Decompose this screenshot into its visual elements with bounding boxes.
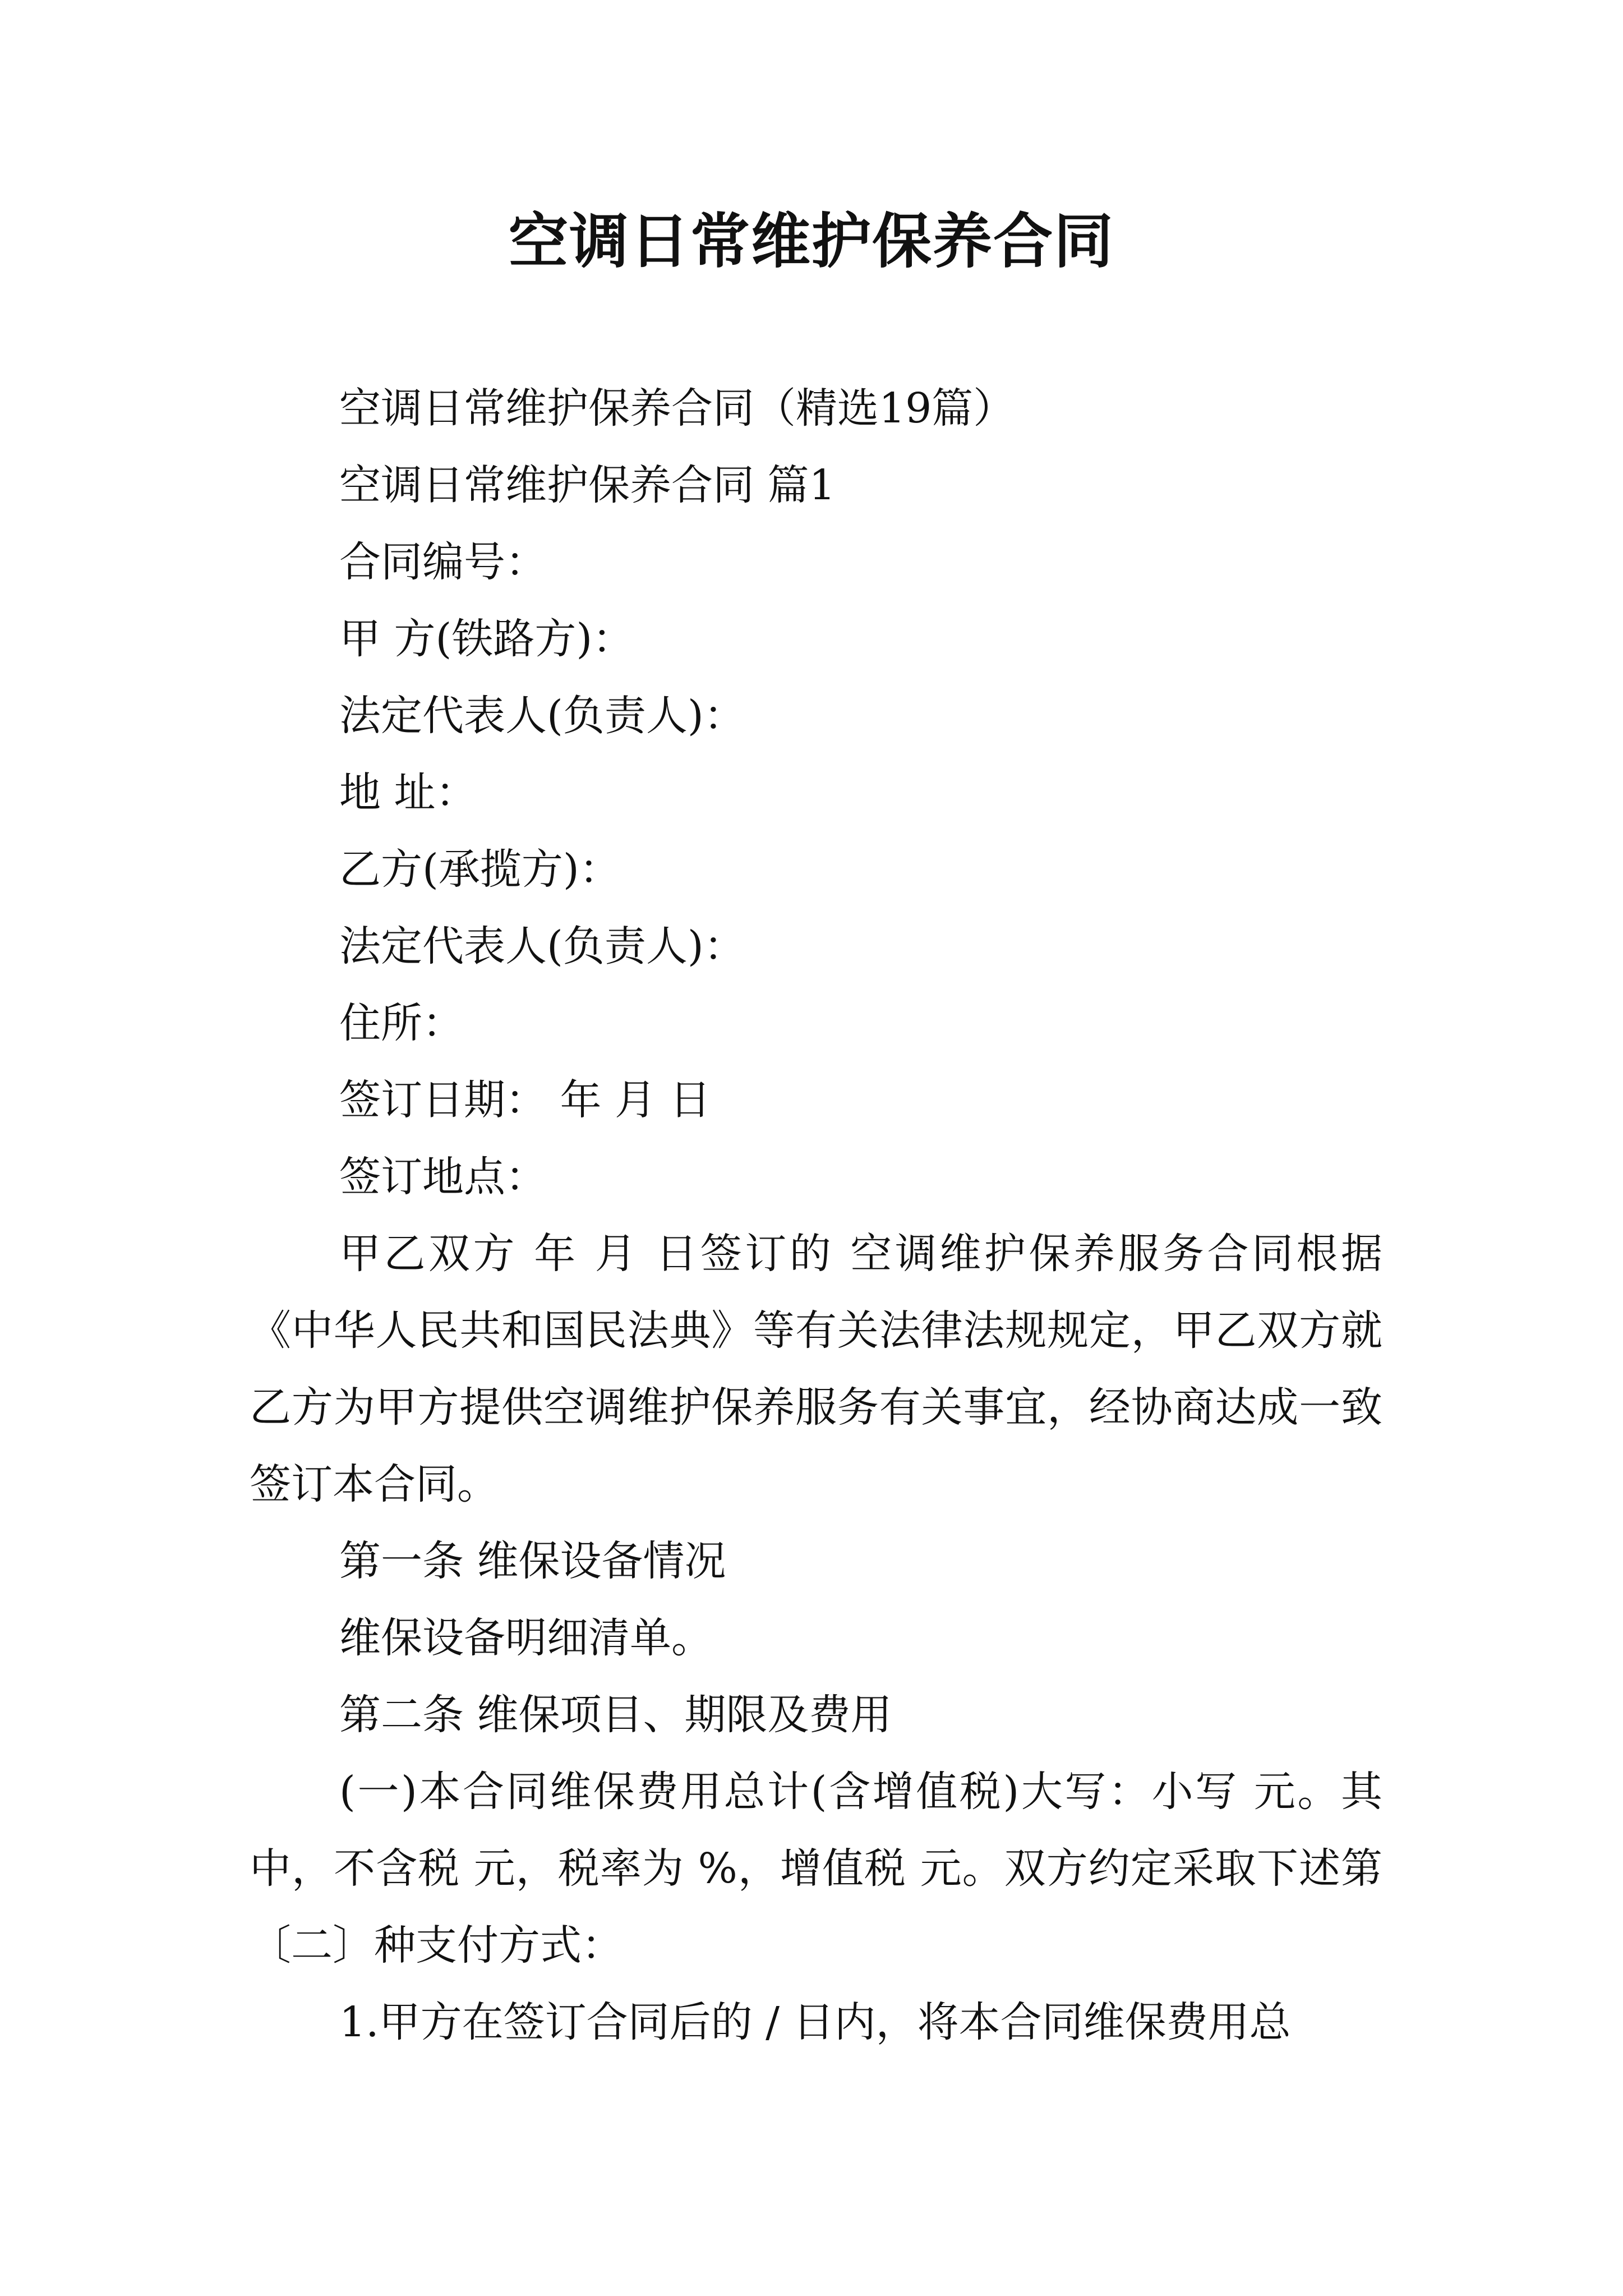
paragraph-subtitle: 空调日常维护保养合同（精选19篇） bbox=[339, 384, 1015, 432]
paragraph-signing-date: 签订日期： 年 月 日 bbox=[339, 1076, 711, 1124]
document-title: 空调日常维护保养合同 bbox=[509, 206, 1114, 276]
paragraph-residence: 住所： bbox=[339, 999, 464, 1047]
paragraph-signing-place: 签订地点： bbox=[339, 1153, 547, 1201]
paragraph-article-1-heading: 第一条 维保设备情况 bbox=[339, 1537, 726, 1585]
paragraph-article-1-body: 维保设备明细清单。 bbox=[339, 1614, 713, 1662]
paragraph-article-2-heading: 第二条 维保项目、期限及费用 bbox=[339, 1691, 892, 1739]
paragraph-preamble: 甲乙双方 年 月 日签订的 空调维护保养服务合同根据《中华人民共和国民法典》等有关法律法规规定，甲乙双方就乙方为甲方提供空调维护保养服务有关事宜，经协商达成一致签订本合同。 bbox=[250, 1230, 1382, 1508]
paragraph-contract-number: 合同编号： bbox=[339, 538, 547, 586]
paragraph-section-heading: 空调日常维护保养合同 篇1 bbox=[339, 461, 836, 509]
paragraph-article-2-fees: (一)本合同维保费用总计(含增值税)大写：小写 元。其中，不含税 元，税率为 %，增值税 元。双方约定采取下述第〔二〕种支付方式： bbox=[250, 1768, 1382, 1970]
paragraph-party-a-representative: 法定代表人(负责人)： bbox=[339, 692, 745, 740]
paragraph-address: 地 址： bbox=[339, 769, 477, 817]
paragraph-party-a: 甲 方(铁路方)： bbox=[339, 615, 634, 663]
document-body bbox=[250, 370, 1382, 2061]
paragraph-payment-item-1: 1.甲方在签订合同后的 / 日内，将本合同维保费用总 bbox=[339, 1998, 1291, 2046]
paragraph-party-b-representative: 法定代表人(负责人)： bbox=[339, 922, 745, 970]
paragraph-party-b: 乙方(承揽方)： bbox=[339, 845, 621, 894]
